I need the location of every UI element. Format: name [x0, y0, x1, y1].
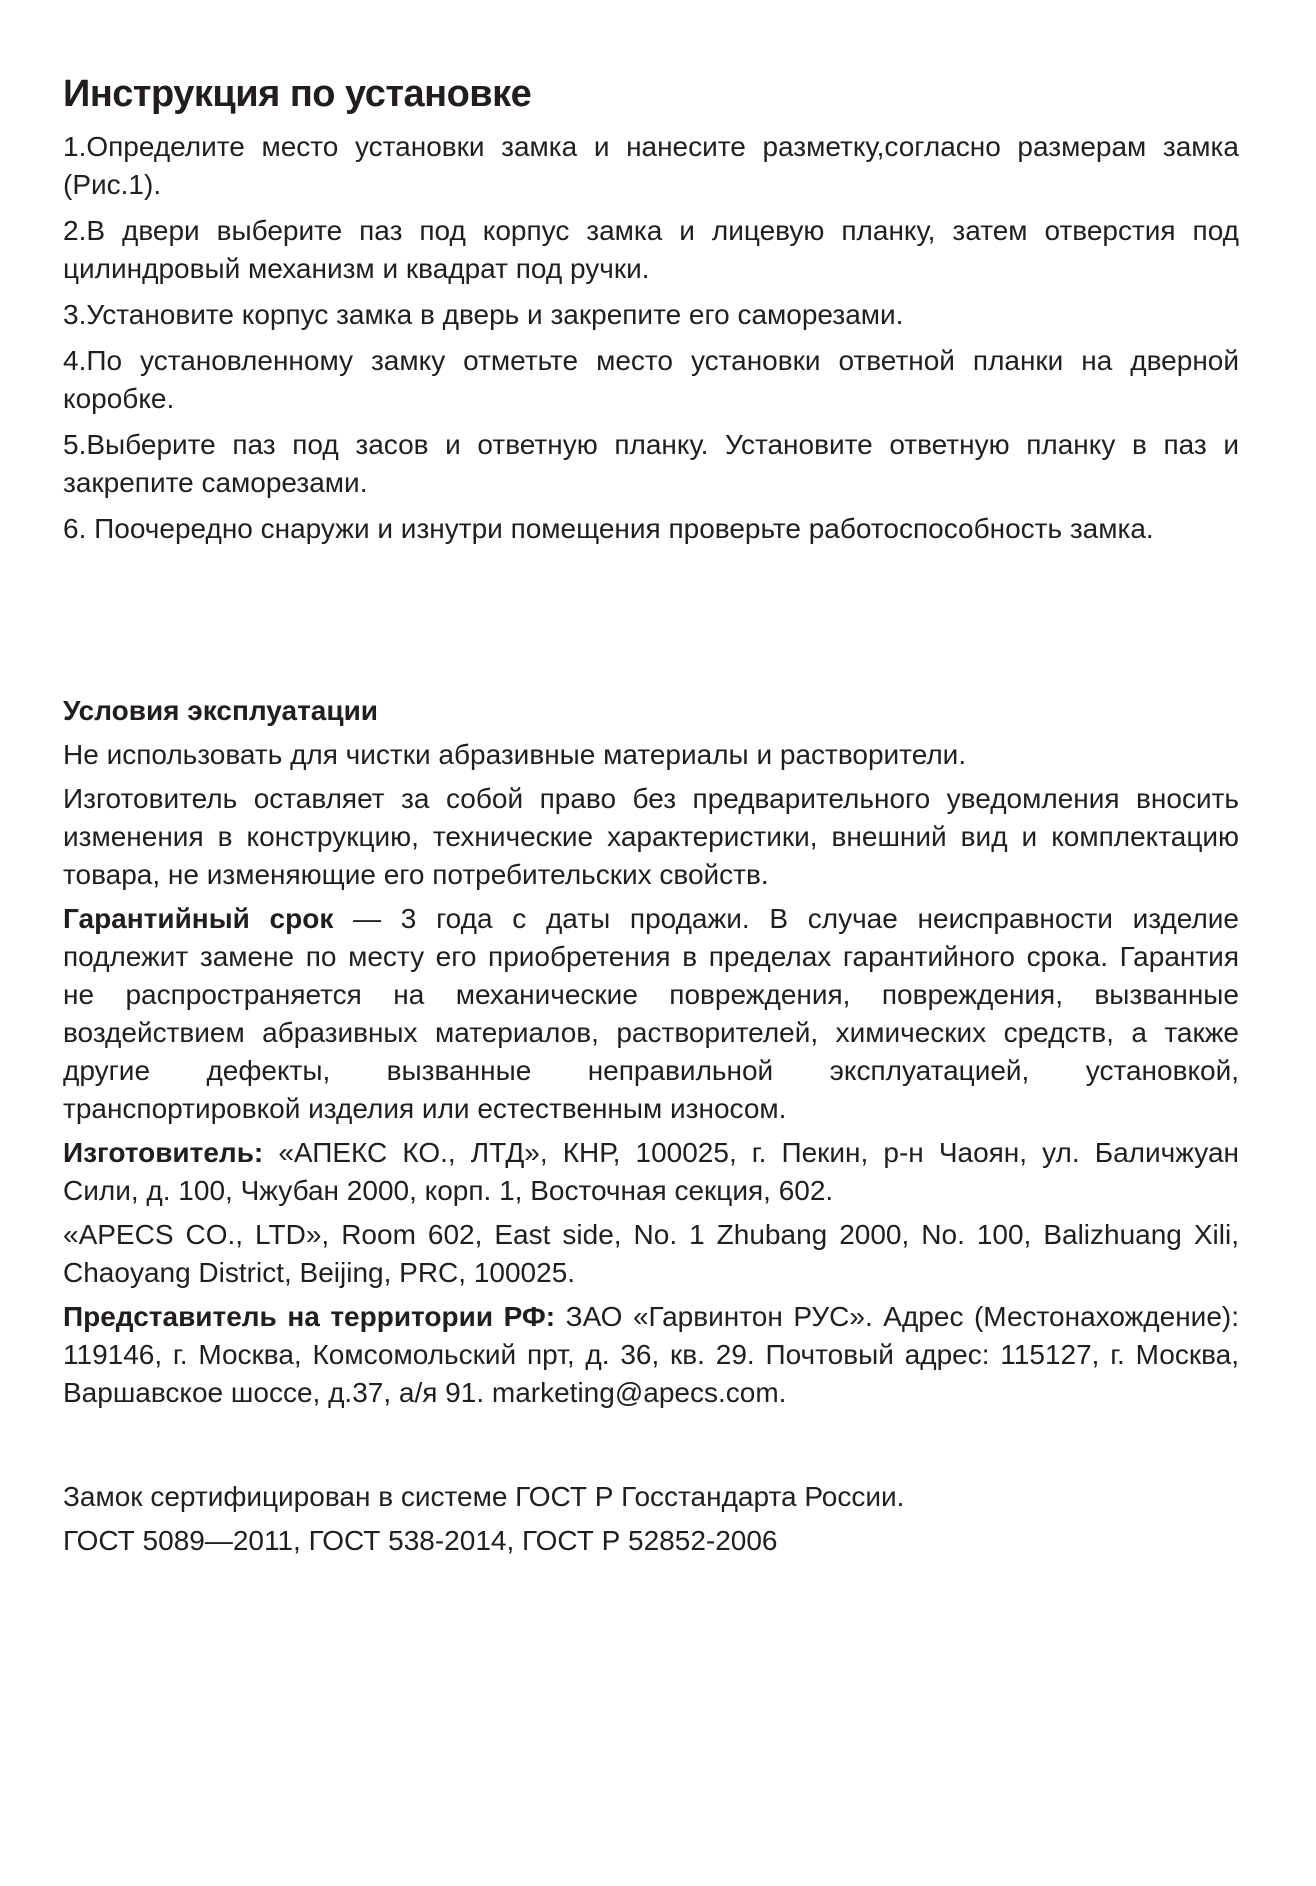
warranty-paragraph [63, 900, 1239, 1128]
installation-step-6: 6. Поочередно снаружи и изнутри помещения проверьте работоспособность замка. [63, 513, 1154, 544]
page-title: Инструкция по установке [63, 73, 532, 115]
manufacturer-ru-text: «АПЕКС КО., ЛТД», КНР, 100025, г. Пекин, р-н Чаоян, ул. Баличжуан Сили, д. 100, Чжубан 2000, корп. 1, Восточная секция, 602. [63, 1137, 1239, 1206]
manufacturer-ru-label: Изготовитель: [63, 1137, 264, 1168]
manufacturer-en-paragraph: «APECS CO., LTD», Room 602, East side, No. 1 Zhubang 2000, No. 100, Balizhuang Xili, Chaoyang District, Beijing, PRC, 100025. [63, 1219, 1239, 1288]
representative-paragraph [63, 1298, 1239, 1412]
manufacturer-ru-paragraph [63, 1134, 1239, 1210]
certification-line: Замок сертифицирован в системе ГОСТ Р Госстандарта России. [63, 1481, 905, 1512]
page-content [63, 72, 1239, 1566]
installation-step-1: 1.Определите место установки замка и нанесите разметку,согласно размерам замка (Рис.1). [63, 131, 1239, 200]
certification-spacer [63, 1418, 1239, 1478]
operation-conditions-heading: Условия эксплуатации [63, 695, 378, 726]
warranty-text: — 3 года с даты продажи. В случае неисправности изделие подлежит замене по месту его приобретения в пределах гарантийного срока. Гарантия не распространяется на механические повреждения, повреждения, вызванные воздействием абразивных материалов, растворителей, химических средств, а также другие дефекты, вызванные неправильной эксплуатацией, установкой, транспортировкой изделия или естественным износом. [63, 903, 1240, 1124]
section-spacer [63, 556, 1239, 692]
installation-step-2: 2.В двери выберите паз под корпус замка и лицевую планку, затем отверстия под цилиндровый механизм и квадрат под ручки. [63, 215, 1239, 284]
installation-step-5: 5.Выберите паз под засов и ответную планку. Установите ответную планку в паз и закрепите саморезами. [63, 429, 1239, 498]
cleaning-note: Не использовать для чистки абразивные материалы и растворители. [63, 739, 967, 770]
installation-step-4: 4.По установленному замку отметьте место установки ответной планки на дверной коробке. [63, 345, 1239, 414]
installation-step-3: 3.Установите корпус замка в дверь и закрепите его саморезами. [63, 299, 904, 330]
warranty-label: Гарантийный срок [63, 903, 334, 934]
representative-label: Представитель на территории РФ: [63, 1301, 556, 1332]
gost-standards-line: ГОСТ 5089—2011, ГОСТ 538-2014, ГОСТ Р 52852-2006 [63, 1525, 778, 1556]
representative-text: ЗАО «Гарвинтон РУС». Адрес (Местонахождение): 119146, г. Москва, Комсомольский прт, д. 36, кв. 29. Почтовый адрес: 115127, г. Москва, Варшавское шоссе, д.37, а/я 91. marketing@apecs.com. [63, 1301, 1239, 1408]
manufacturer-rights-paragraph: Изготовитель оставляет за собой право без предварительного уведомления вносить изменения в конструкцию, технические характеристики, внешний вид и комплектацию товара, не изменяющие его потребительских свойств. [63, 783, 1239, 890]
